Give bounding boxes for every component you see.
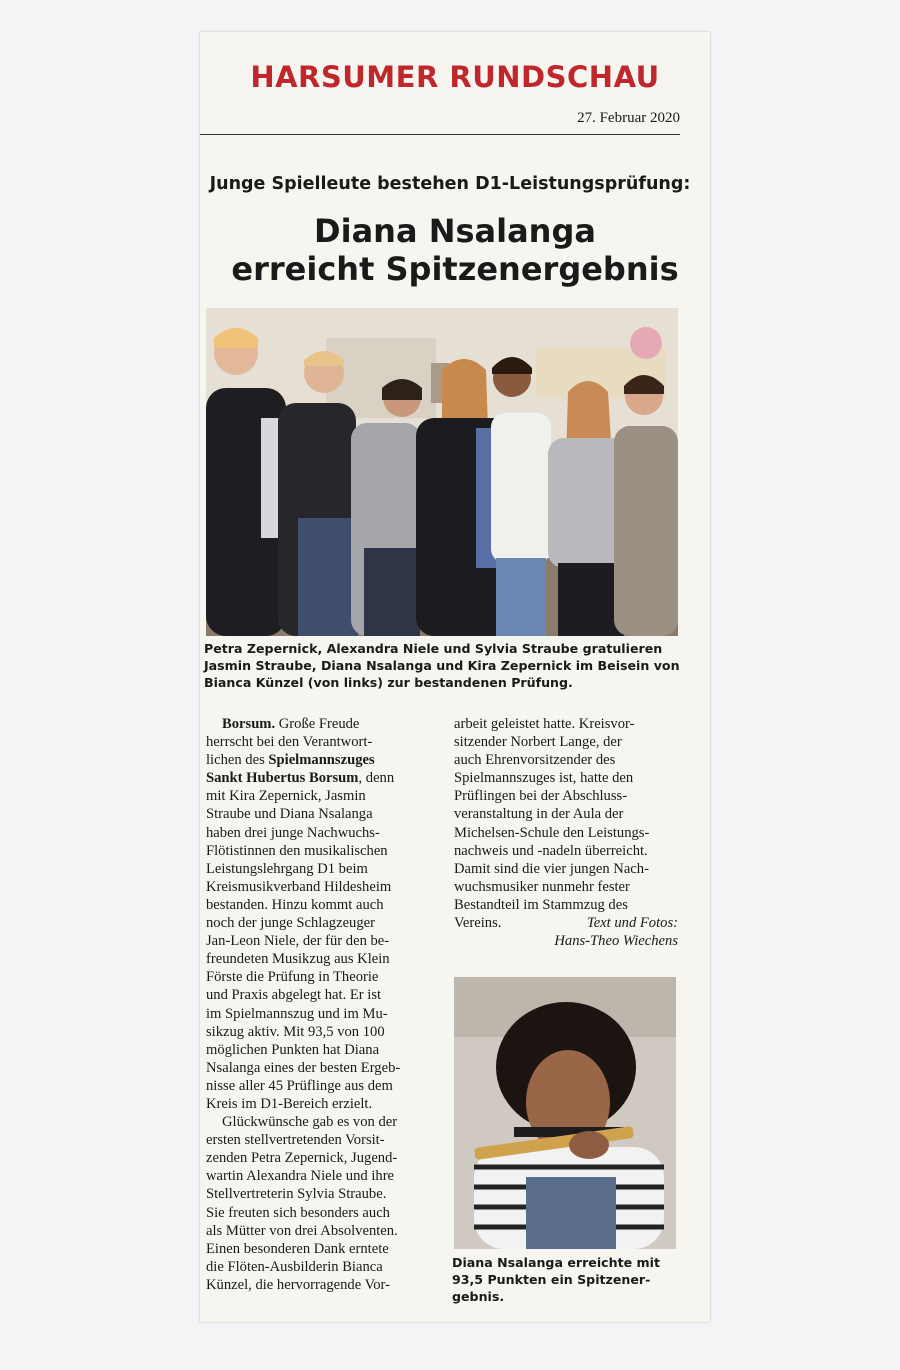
body-line: ersten stellvertretenden Vorsit- <box>206 1132 385 1149</box>
body-line: Jan-Leon Niele, der für den be- <box>206 933 390 950</box>
photo-credit-label: Text und Fotos: <box>586 915 678 932</box>
group-photo-caption <box>204 640 684 691</box>
body-line: wuchsmusiker nunmehr fester <box>454 878 630 895</box>
body-line: Sankt Hubertus Borsum, denn <box>206 770 395 787</box>
flute-photo-caption <box>452 1254 680 1305</box>
body-line: Sie freuten sich besonders auch <box>206 1204 390 1221</box>
article-kicker: Junge Spielleute bestehen D1-Leistungsprüfung: <box>209 174 691 194</box>
body-line: Damit sind die vier jungen Nach- <box>454 860 649 877</box>
body-line: Spielmannszuges ist, hatte den <box>454 770 634 787</box>
body-line: arbeit geleistet hatte. Kreisvor- <box>454 716 635 732</box>
body-line: Nsalanga eines der besten Ergeb- <box>206 1059 401 1076</box>
body-line: Vereins. <box>454 915 502 932</box>
group-photo-illustration <box>206 308 678 636</box>
caption-line: Petra Zepernick, Alexandra Niele und Sylvia Straube gratulieren <box>204 641 663 656</box>
body-line: die Flöten-Ausbilderin Bianca <box>206 1258 383 1275</box>
body-line: Stellvertreterin Sylvia Straube. <box>206 1186 387 1203</box>
article-column-1 <box>206 715 430 1294</box>
headline-line: Diana Nsalanga <box>314 212 596 250</box>
headline-line: erreicht Spitzenergebnis <box>231 250 679 288</box>
body-line: sitzender Norbert Lange, der <box>454 734 622 751</box>
body-line: herrscht bei den Verantwort- <box>206 734 373 751</box>
body-line: als Mütter von drei Absolventen. <box>206 1222 398 1239</box>
body-line: auch Ehrenvorsitzender des <box>454 752 616 769</box>
body-line: zenden Petra Zepernick, Jugend- <box>206 1150 398 1167</box>
caption-line: Diana Nsalanga erreichte mit <box>452 1255 660 1270</box>
newspaper-clipping <box>200 32 710 1322</box>
body-line: sikzug aktiv. Mit 93,5 von 100 <box>206 1023 385 1040</box>
body-line: lichen des Spielmannszuges <box>206 752 375 769</box>
body-line: noch der junge Schlagzeuger <box>206 915 375 932</box>
body-line: nachweis und -nadeln überreicht. <box>454 842 648 859</box>
caption-line: Jasmin Straube, Diana Nsalanga und Kira Zepernick im Beisein von <box>204 658 680 673</box>
caption-line: gebnis. <box>452 1289 505 1304</box>
credit-line <box>454 914 678 932</box>
body-line: Borsum. Große Freude <box>222 716 360 732</box>
masthead: HARSUMER RUNDSCHAU <box>250 60 660 94</box>
body-line: möglichen Punkten hat Diana <box>206 1041 380 1058</box>
flute-player-photo <box>454 977 676 1249</box>
body-line: Glückwünsche gab es von der <box>222 1114 398 1131</box>
body-line: Michelsen-Schule den Leistungs- <box>454 824 650 841</box>
body-line: veranstaltung in der Aula der <box>454 806 624 823</box>
body-line: nisse aller 45 Prüflinge aus dem <box>206 1077 393 1094</box>
body-line: Förste die Prüfung in Theorie <box>206 969 379 986</box>
article-headline <box>200 212 710 288</box>
group-photo <box>206 308 678 636</box>
publication-date: 27. Februar 2020 <box>577 110 680 126</box>
body-line: bestanden. Hinzu kommt auch <box>206 896 384 913</box>
body-line: Kreis im D1-Bereich erzielt. <box>206 1095 373 1112</box>
body-line: Bestandteil im Stammzug des <box>454 896 628 913</box>
body-line: Einen besonderen Dank erntete <box>206 1240 389 1257</box>
article-column-2 <box>454 715 678 950</box>
body-line: freundeten Musikzug aus Klein <box>206 951 390 968</box>
body-line: Straube und Diana Nsalanga <box>206 806 373 823</box>
body-line: wartin Alexandra Niele und ihre <box>206 1168 395 1185</box>
body-line: Kreismusikverband Hildesheim <box>206 878 392 895</box>
body-line: haben drei junge Nachwuchs- <box>206 824 380 841</box>
body-line: Leistungslehrgang D1 beim <box>206 860 368 877</box>
body-line: Prüflingen bei der Abschluss- <box>454 788 628 805</box>
caption-line: 93,5 Punkten ein Spitzener- <box>452 1272 651 1287</box>
body-line: im Spielmannszug und im Mu- <box>206 1005 388 1022</box>
flute-player-illustration <box>454 977 676 1249</box>
caption-line: Bianca Künzel (von links) zur bestandenen Prüfung. <box>204 675 573 690</box>
body-line: Künzel, die hervorragende Vor- <box>206 1276 390 1293</box>
body-line: und Praxis abgelegt hat. Er ist <box>206 987 382 1004</box>
header-rule <box>200 134 680 135</box>
body-line: mit Kira Zepernick, Jasmin <box>206 788 366 805</box>
body-line: Flötistinnen den musikalischen <box>206 842 388 859</box>
photo-credit-name: Hans-Theo Wiechens <box>554 933 678 950</box>
